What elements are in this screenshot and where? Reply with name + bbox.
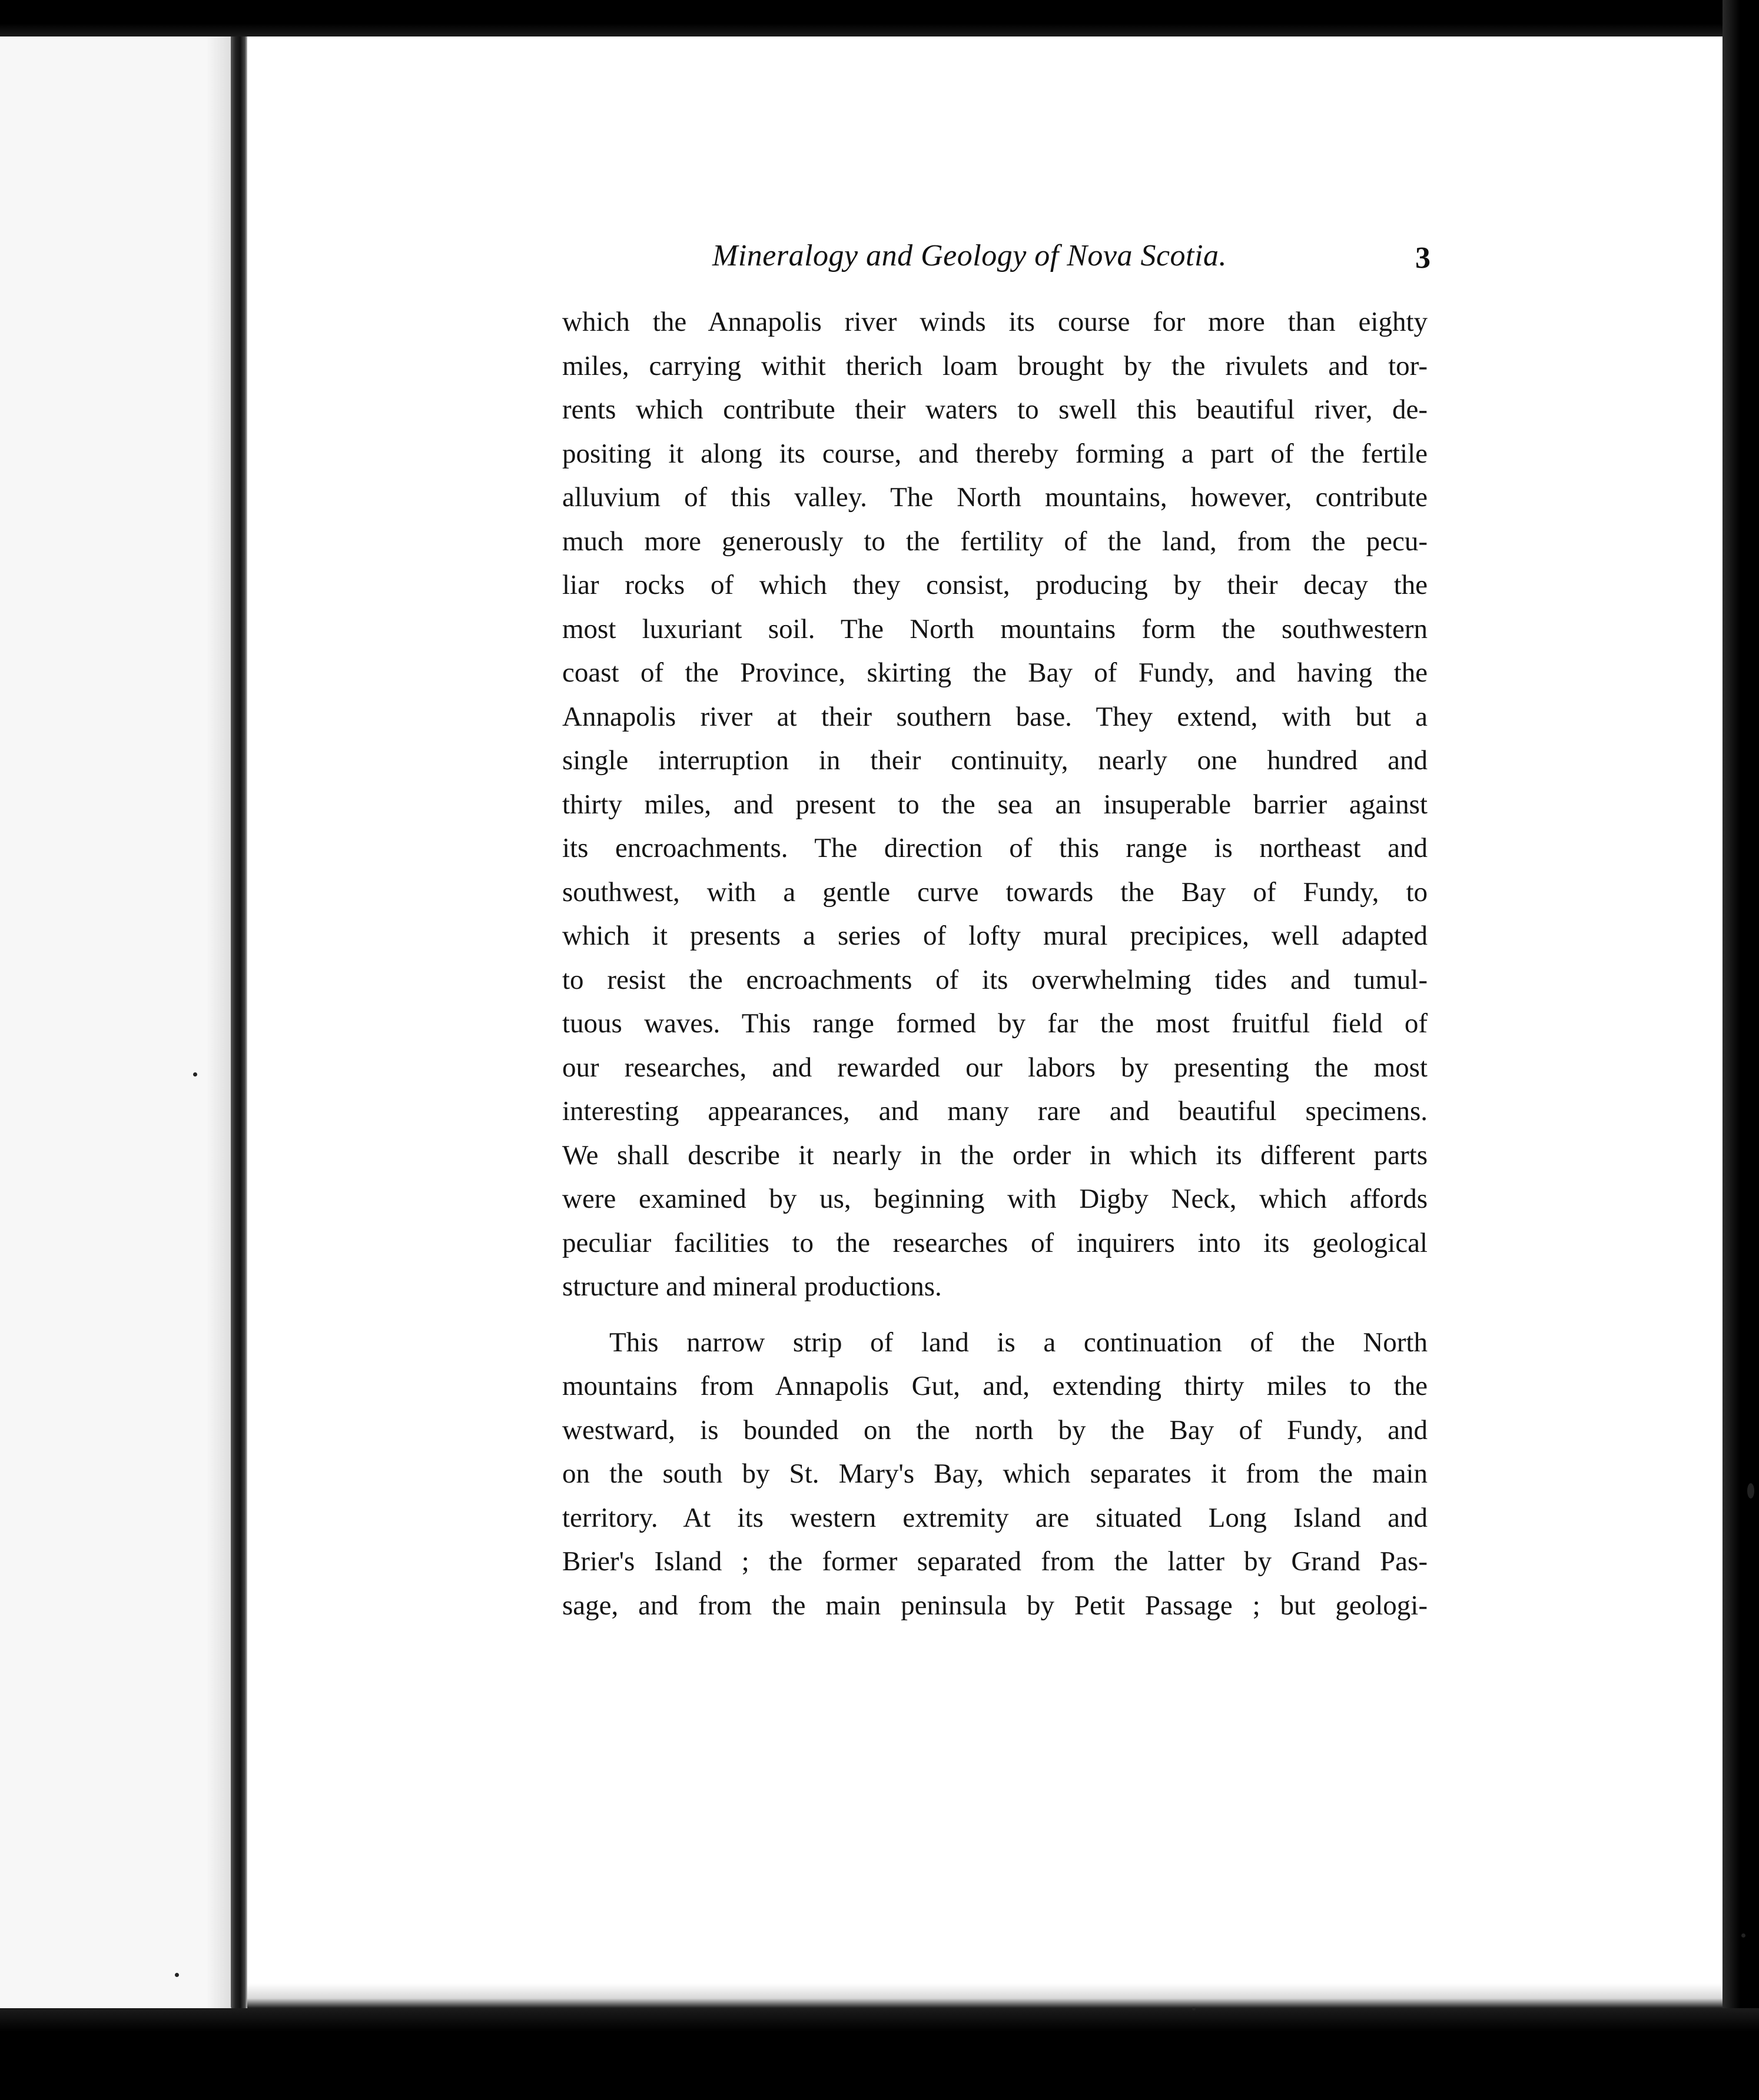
running-title: Mineralogy and Geology of Nova Scotia.: [712, 239, 1227, 273]
text-line: which the Annapolis river winds its course for more than eighty: [562, 307, 1428, 337]
scan-speck: [1747, 1483, 1754, 1498]
text-line: We shall describe it nearly in the order in which its different parts: [562, 1139, 1428, 1171]
text-line: peculiar facilities to the researches of inquirers into its geological: [562, 1227, 1428, 1258]
text-line: thirty miles, and present to the sea an insuperable barrier against: [562, 789, 1428, 820]
paragraph: [562, 300, 1428, 1309]
paragraph-gap: [562, 1309, 1428, 1321]
text-line: mountains from Annapolis Gut, and, extending thirty miles to the: [562, 1371, 1428, 1401]
running-header: [712, 238, 1442, 280]
scan-border-right: [1723, 0, 1759, 2100]
scan-speck: [1741, 1933, 1745, 1938]
scan-border-bottom: [0, 2008, 1759, 2100]
text-line: positing it along its course, and thereby forming a part of the fertile: [562, 438, 1428, 469]
text-line: were examined by us, beginning with Digby Neck, which affords: [562, 1184, 1428, 1214]
text-line: interesting appearances, and many rare and beautiful specimens.: [562, 1096, 1428, 1127]
text-line: which it presents a series of lofty mural precipices, well adapted: [562, 921, 1428, 951]
text-line: on the south by St. Mary's Bay, which separates it from the main: [562, 1458, 1428, 1489]
text-line: Annapolis river at their southern base. They extend, with but a: [562, 701, 1428, 732]
text-line: alluvium of this valley. The North mountains, however, contribute: [562, 482, 1428, 513]
text-line: tuous waves. This range formed by far the most fruitful field of: [562, 1008, 1428, 1039]
text-line: southwest, with a gentle curve towards the Bay of Fundy, to: [562, 876, 1428, 908]
scan-border-top: [0, 0, 1759, 36]
scan-speck: [193, 1072, 197, 1076]
text-line: structure and mineral productions.: [562, 1271, 942, 1302]
text-line: much more generously to the fertility of the land, from the pecu-: [562, 526, 1428, 557]
body-text: [562, 300, 1428, 1627]
scan-speck: [175, 1973, 179, 1977]
text-line: most luxuriant soil. The North mountains form the southwestern: [562, 613, 1428, 644]
text-line: liar rocks of which they consist, producing by their decay the: [562, 570, 1428, 600]
book-gutter: [231, 32, 247, 2010]
text-line: sage, and from the main peninsula by Petit Passage ; but geologi-: [562, 1590, 1428, 1621]
text-line: single interruption in their continuity, nearly one hundred and: [562, 745, 1428, 776]
text-line: territory. At its western extremity are situated Long Island and: [562, 1502, 1428, 1533]
text-line: our researches, and rewarded our labors by presenting the most: [562, 1052, 1428, 1083]
text-line: This narrow strip of land is a continuation of the North: [609, 1327, 1428, 1358]
text-line: its encroachments. The direction of this range is northeast and: [562, 833, 1428, 863]
text-line: westward, is bounded on the north by the Bay of Fundy, and: [562, 1414, 1428, 1446]
text-line: Brier's Island ; the former separated from the latter by Grand Pas-: [562, 1546, 1428, 1577]
paragraph: [562, 1321, 1428, 1628]
text-line: rents which contribute their waters to swell this beautiful river, de-: [562, 394, 1428, 425]
facing-page: [0, 36, 231, 2008]
text-line: miles, carrying withit therich loam brought by the rivulets and tor-: [562, 350, 1428, 381]
page-number: 3: [1415, 241, 1431, 275]
page-bottom-edge: [247, 1983, 1723, 2008]
gutter-shadow: [206, 36, 231, 2008]
scan-speck: [1192, 2007, 1196, 2011]
text-line: coast of the Province, skirting the Bay of Fundy, and having the: [562, 657, 1428, 688]
text-line: to resist the encroachments of its overwhelming tides and tumul-: [562, 964, 1428, 995]
